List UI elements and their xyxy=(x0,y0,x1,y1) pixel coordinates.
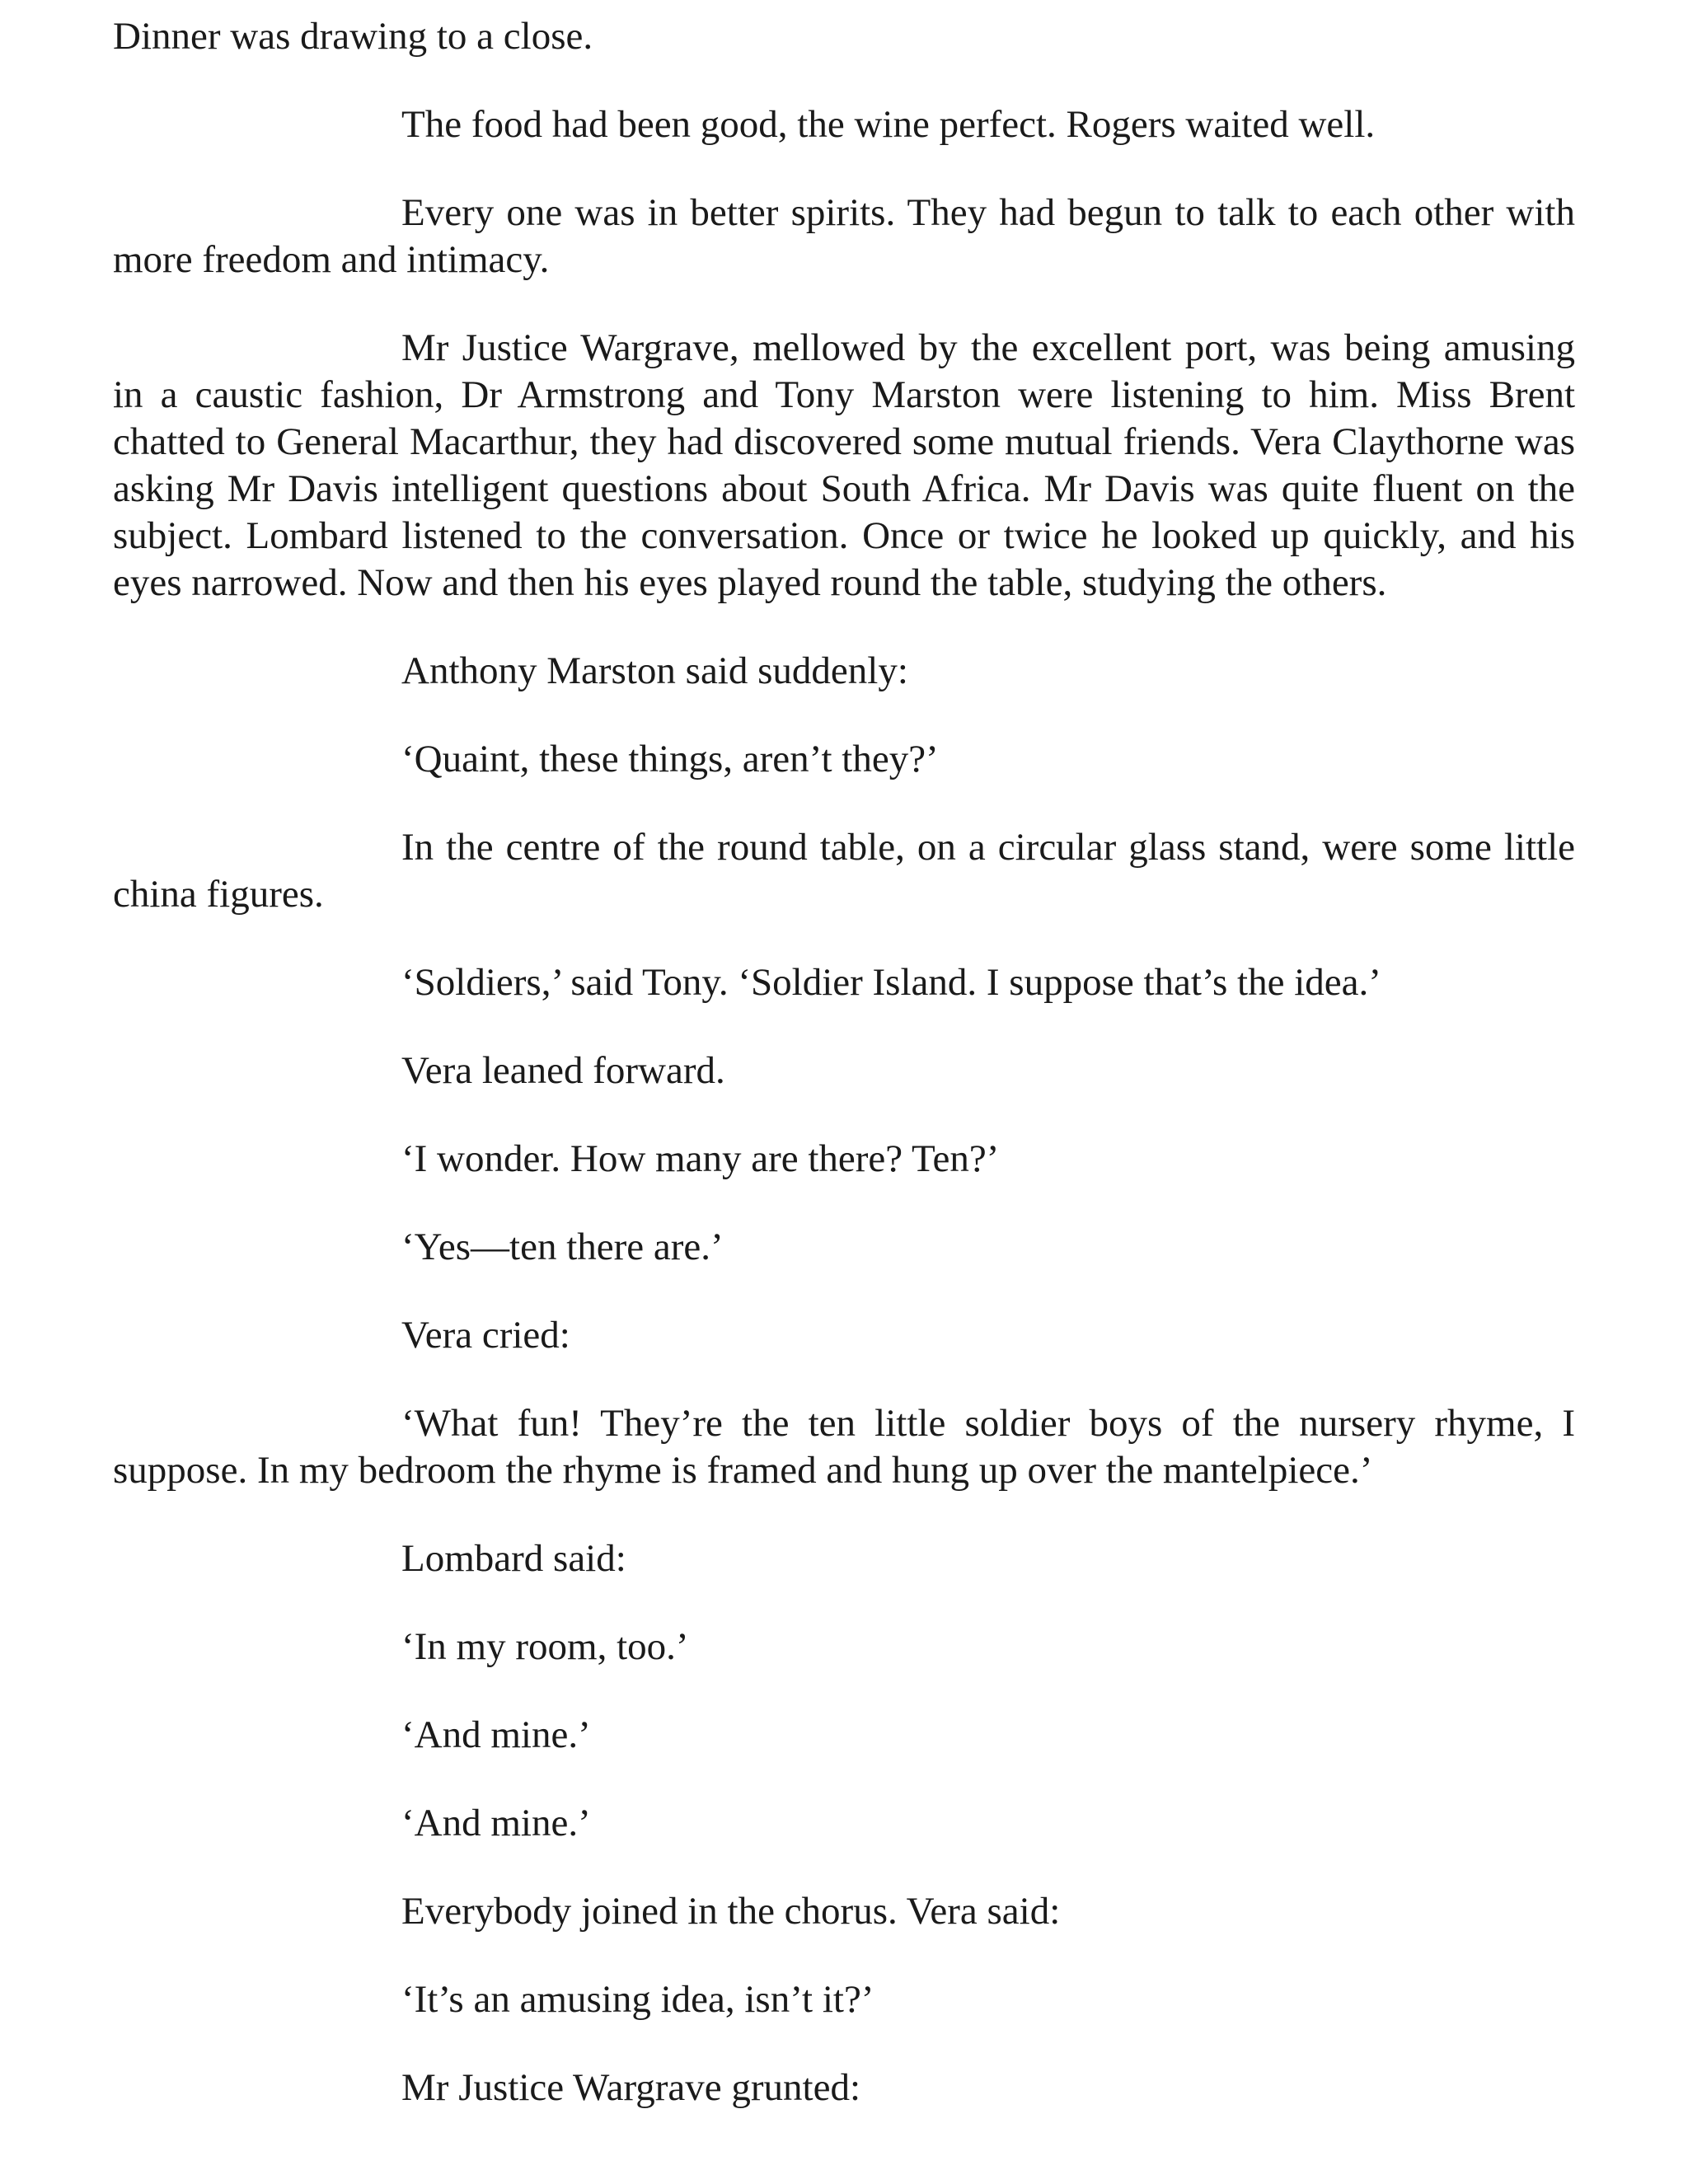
paragraph: ‘It’s an amusing idea, isn’t it?’ xyxy=(401,1978,874,2021)
paragraph: ‘Yes—ten there are.’ xyxy=(401,1226,724,1268)
paragraph: The food had been good, the wine perfect. Rogers waited well. xyxy=(401,103,1376,146)
paragraph: Everybody joined in the chorus. Vera said: xyxy=(401,1890,1061,1933)
paragraph: ‘And mine.’ xyxy=(401,1713,591,1756)
paragraph: In the centre of the round table, on a circular glass stand, were some little china figures. xyxy=(113,826,1575,916)
paragraph: Dinner was drawing to a close. xyxy=(113,15,593,58)
paragraph: Mr Justice Wargrave grunted: xyxy=(401,2066,861,2109)
paragraph: ‘And mine.’ xyxy=(401,1802,591,1844)
paragraph: Vera leaned forward. xyxy=(401,1049,725,1092)
paragraph: ‘In my room, too.’ xyxy=(401,1625,689,1668)
paragraph: Every one was in better spirits. They had begun to talk to each other with more freedom and intimacy. xyxy=(113,191,1575,281)
paragraph: Vera cried: xyxy=(401,1314,570,1357)
paragraph: ‘I wonder. How many are there? Ten?’ xyxy=(401,1137,1000,1180)
paragraph: ‘What fun! They’re the ten little soldier boys of the nursery rhyme, I suppose. In my bedroom the rhyme is framed and hung up over the mantelpiece.’ xyxy=(113,1402,1575,1492)
paragraph: ‘Quaint, these things, aren’t they?’ xyxy=(401,738,939,780)
paragraph: ‘Soldiers,’ said Tony. ‘Soldier Island. I suppose that’s the idea.’ xyxy=(401,961,1381,1004)
paragraph: Mr Justice Wargrave, mellowed by the excellent port, was being amusing in a caustic fashion, Dr Armstrong and Tony Marston were listening to him. Miss Brent chatted to General Macarthur, they had discovered some mutual friends. Vera Claythorne was asking Mr Davis intelligent questions about South Africa. Mr Davis was quite fluent on the subject. Lombard listened to the conversation. Once or twice he looked up quickly, and his eyes narrowed. Now and then his eyes played round the table, studying the others. xyxy=(113,326,1575,604)
book-page xyxy=(113,13,1575,2153)
paragraph: Anthony Marston said suddenly: xyxy=(401,649,908,692)
paragraph: Lombard said: xyxy=(401,1537,626,1580)
